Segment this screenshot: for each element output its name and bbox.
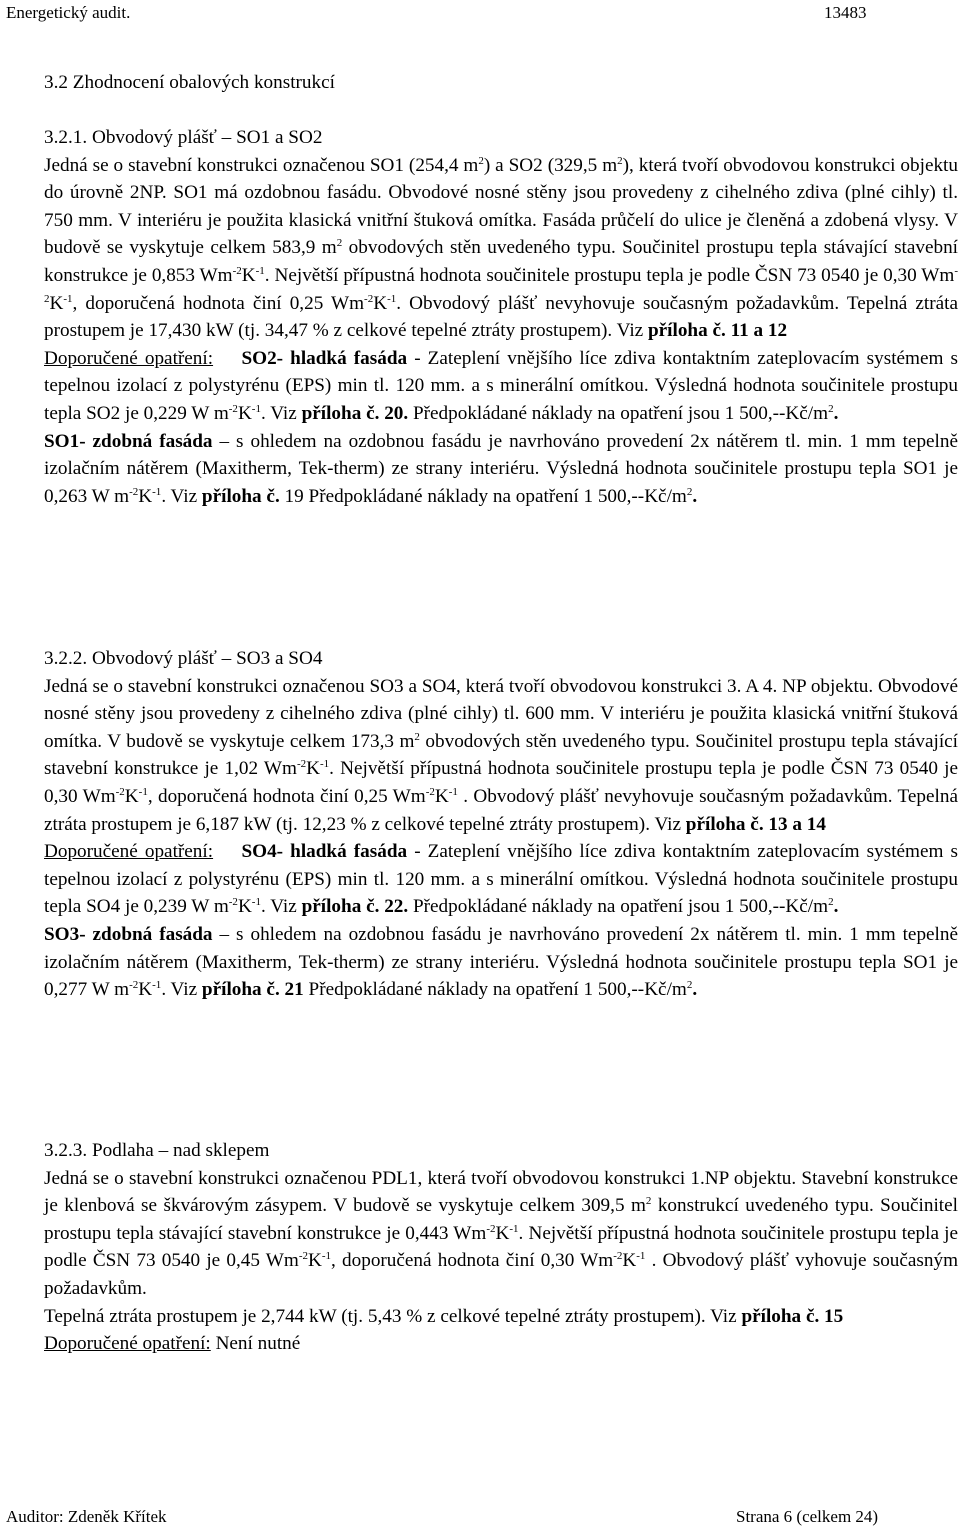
section-321-recommendation: Doporučené opatření: SO2- hladká fasáda - Zateplení vnějšího líce zdiva kontaktním zateplovacím systémem s tepelnou izolací z polystyrénu (EPS) min tl. 120 mm. a s minerální omítkou. Výsledná hodnota součinitele prostupu tepla SO2 je 0,229 W $m^{-2}K^{-1}$. Viz příloha č. 20. Předpokládané náklady na opatření jsou 1 $500,--Kč/m^2$. xyxy=(44,347,958,424)
footer-auditor: Auditor: Zdeněk Křítek xyxy=(6,1507,167,1526)
section-322-so3: SO3- zdobná fasáda – s ohledem na ozdobnou fasádu je navrhováno provedení 2x nátěrem tl. min. 1 mm tepelně izolačním nátěrem (Maxitherm, Tek-therm) ze strany interiéru. Výsledná hodnota součinitele prostupu tepla SO1 je 0,277 W $m^{-2}K^{-1}$. Viz příloha č. 21 Předpokládané náklady na opatření 1 $500,--Kč/m^2$. xyxy=(44,923,958,1001)
section-321-heading: 3.2.1. Obvodový plášť – SO1 a SO2 xyxy=(44,127,323,148)
recommendation-label: Doporučené opatření: xyxy=(44,1333,211,1355)
section-322 xyxy=(44,645,958,1004)
header-title: Energetický audit. xyxy=(6,3,131,22)
section-322-recommendation: Doporučené opatření: SO4- hladká fasáda - Zateplení vnějšího líce zdiva kontaktním zateplovacím systémem s tepelnou izolací z polystyrénu (EPS) min tl. 120 mm. a s minerální omítkou. Výsledná hodnota součinitele prostupu tepla SO4 je 0,239 W $m^{-2}K^{-1}$. Viz příloha č. 22. Předpokládané náklady na opatření jsou 1 $500,--Kč/m^2$. xyxy=(44,841,958,918)
section-321-so1: SO1- zdobná fasáda – s ohledem na ozdobnou fasádu je navrhováno provedení 2x nátěrem tl. min. 1 mm tepelně izolačním nátěrem (Maxitherm, Tek-therm) ze strany interiéru. Výsledná hodnota součinitele prostupu tepla SO1 je 0,263 W $m^{-2}K^{-1}$. Viz příloha č. 19 Předpokládané náklady na opatření 1 $500,--Kč/m^2$. xyxy=(44,430,958,507)
section-323-paragraph: Jedná se o stavební konstrukci označenou PDL1, která tvoří obvodovou konstrukci 1.NP objektu. Stavební konstrukce je klenbová se škvárovým zásypem. V budově se vyskytuje celkem 309,5 $m^2$ konstrukcí uvedeného typu. Součinitel prostupu tepla stávající stavební konstrukce je 0,443 $Wm^{-2}K^{-1}$. Největší přípustná hodnota součinitele prostupu tepla je podle ČSN 73 0540 je 0,45 $Wm^{-2}K^{-1}$, doporučená hodnota činí 0,30 $Wm^{-2}K^{-1}$ . Obvodový plášť vyhovuje současným požadavkům. xyxy=(44,1167,958,1299)
section-323-heading: 3.2.3. Podlaha – nad sklepem xyxy=(44,1140,270,1161)
section-322-heading: 3.2.2. Obvodový plášť – SO3 a SO4 xyxy=(44,648,323,669)
section-321-paragraph: Jedná se o stavební konstrukci označenou SO1 (254,4 $m^2$) a SO2 (329,5 $m^2$), která tvoří obvodovou konstrukci objektu do úrovně 2NP. SO1 má ozdobnou fasádu. Obvodové nosné stěny jsou provedeny z cihelného zdiva (plné cihly) tl. 750 mm. V interiéru je použita klasická vnitřní štuková omítka. Fasáda průčelí do ulice je členěná a zdobená vlysy. V budově se vyskytuje celkem 583,9 $m^2$ obvodových stěn uvedeného typu. Součinitel prostupu tepla stávající stavební konstrukce je 0,853 $Wm^{-2}K^{-1}$. Největší přípustná hodnota součinitele prostupu tepla je podle ČSN 73 0540 je 0,30 $Wm^{-2}K^{-1}$, doporučená hodnota činí 0,25 $Wm^{-2}K^{-1}$. Obvodový plášť nevyhovuje současným požadavkům. Tepelná ztráta prostupem je 17,430 kW (tj. 34,47 % z celkové tepelné ztráty prostupem). Viz příloha č. 11 a 12 xyxy=(44,154,959,342)
recommendation-label: Doporučené opatření: xyxy=(44,347,214,369)
section-323-heat-loss: Tepelná ztráta prostupem je 2,744 kW (tj. 5,43 % z celkové tepelné ztráty prostupem). Viz příloha č. 15 xyxy=(44,1305,844,1327)
section-321 xyxy=(44,124,958,510)
header-number: 13483 xyxy=(824,3,867,22)
section-title: 3.2 Zhodnocení obalových konstrukcí xyxy=(44,72,335,93)
section-323-recommendation: Doporučené opatření: Není nutné xyxy=(44,1333,301,1355)
page-footer xyxy=(6,1506,954,1528)
recommendation-label: Doporučené opatření: xyxy=(44,841,214,863)
page-header xyxy=(6,2,954,24)
section-323 xyxy=(44,1137,958,1358)
footer-page-number: Strana 6 (celkem 24) xyxy=(736,1507,879,1526)
section-322-paragraph: Jedná se o stavební konstrukci označenou SO3 a SO4, která tvoří obvodovou konstrukci 3. A 4. NP objektu. Obvodové nosné stěny jsou provedeny z cihelného zdiva (plné cihly) tl. 600 mm. V interiéru je použita klasická vnitřní štuková omítka. V budově se vyskytuje celkem 173,3 $m^2$ obvodových stěn uvedeného typu. Součinitel prostupu tepla stávající stavební konstrukce je 1,02 $Wm^{-2}K^{-1}$. Největší přípustná hodnota součinitele prostupu tepla je podle ČSN 73 0540 je 0,30 $Wm^{-2}K^{-1}$, doporučená hodnota činí 0,25 $Wm^{-2}K^{-1}$ . Obvodový plášť nevyhovuje současným požadavkům. Tepelná ztráta prostupem je 6,187 kW (tj. 12,23 % z celkové tepelné ztráty prostupem). Viz příloha č. 13 a 14 xyxy=(44,675,958,835)
